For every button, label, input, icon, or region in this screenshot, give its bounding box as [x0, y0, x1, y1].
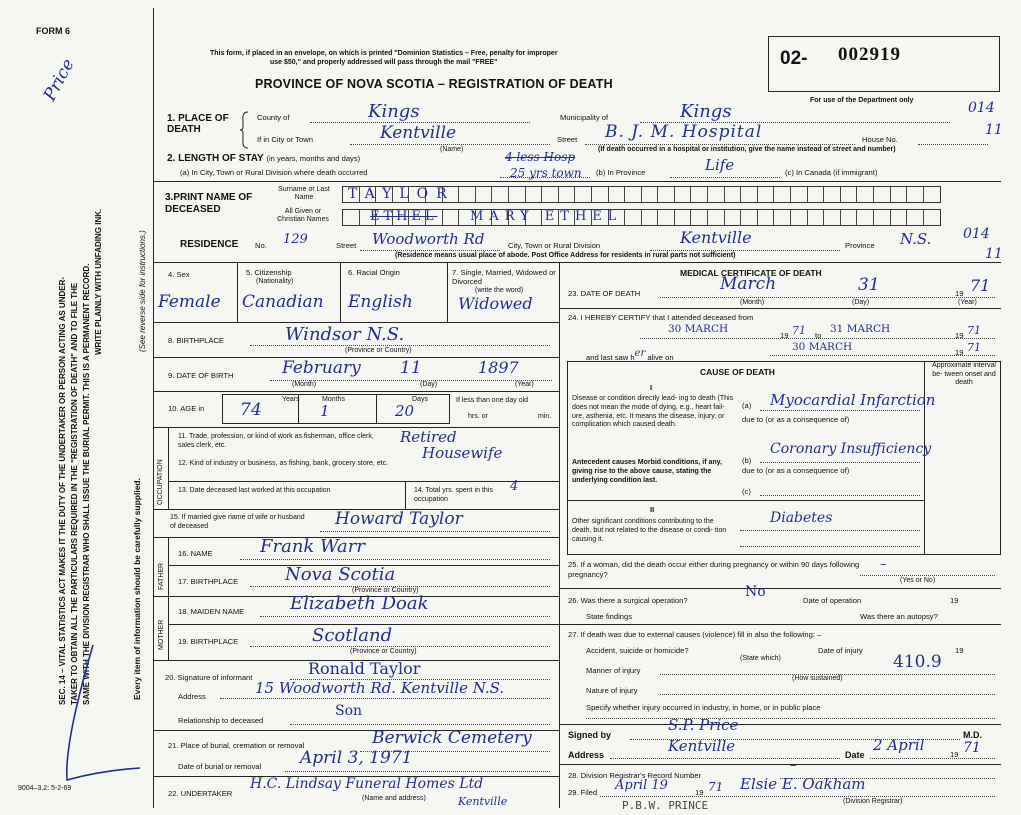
part-two-label: II — [650, 505, 655, 514]
street-label: Street — [557, 135, 578, 144]
date-injury-year: 19 — [955, 646, 964, 655]
birthplace-hint: (Province or Country) — [345, 347, 412, 354]
cause-c-label: (c) — [742, 487, 751, 496]
spouse-value: Howard Taylor — [335, 509, 463, 529]
alive-year-prefix: 19 — [955, 348, 964, 357]
alive-year: 71 — [967, 341, 981, 354]
q17-label: 17. BIRTHPLACE — [178, 577, 239, 586]
county-value: Kings — [368, 101, 420, 122]
given-label: All Given or Christian Names — [277, 208, 329, 223]
q19-label: 19. BIRTHPLACE — [178, 637, 239, 646]
age-days-label: Days — [412, 396, 428, 403]
age-days: 20 — [395, 402, 415, 420]
md-label: M.D. — [963, 730, 982, 740]
form-code: 9004–3.2: 5-2-69 — [18, 785, 72, 792]
registrar-signature: Elsie E. Oakham — [740, 775, 866, 793]
city-value: Kentville — [380, 123, 457, 143]
surgery-value: No — [745, 584, 766, 600]
q24-label: 24. I HEREBY CERTIFY that I attended deceased from — [568, 313, 754, 322]
q18-label: 18. MAIDEN NAME — [178, 607, 245, 616]
cause-b-value: Coronary Insufficiency — [770, 441, 932, 457]
date-of-operation-label: Date of operation — [803, 596, 862, 605]
filed-year-prefix: 19 — [695, 788, 704, 797]
length-of-stay: 2. LENGTH OF STAY (in years, months and days) — [167, 153, 361, 164]
cause-a-label: (a) — [742, 401, 752, 410]
racial-value: English — [348, 292, 413, 312]
residence-label: RESIDENCE — [180, 239, 239, 250]
house-value: 11 — [985, 122, 1003, 138]
surname-value: TAYLOR — [348, 186, 455, 202]
cause-title: CAUSE OF DEATH — [700, 367, 775, 377]
notice-line1: This form, if placed in an envelope, on which is printed "Dominion Statistics – Free, penalty for improper — [210, 50, 558, 57]
q20-label: 20. Signature of informant — [165, 673, 253, 682]
q11-label: 11. Trade, profession, or kind of work as fisherman, office clerk, sales clerk, etc. — [178, 433, 374, 449]
residence-city-label: City, Town or Rural Division — [508, 241, 601, 250]
q29-label: 29. Filed — [568, 788, 598, 797]
death-year-prefix: 19 — [955, 289, 964, 298]
mother-birthplace: Scotland — [312, 625, 393, 646]
q26-label: 26. Was there a surgical operation? — [568, 596, 688, 605]
municipality-value: Kings — [680, 101, 732, 122]
signed-year-prefix: 19 — [950, 750, 959, 759]
father-name: Frank Warr — [260, 536, 365, 557]
to-date: 31 MARCH — [830, 323, 891, 335]
q28-label: 28. Division Registrar's Record Number — [568, 771, 702, 780]
autopsy-label: Was there an autopsy? — [860, 612, 938, 621]
q25-label: 25. If a woman, did the death occur either during pregnancy or within 90 days following pregnancy? — [568, 560, 860, 579]
dob-month-hint: (Month) — [292, 381, 317, 388]
burial-place: Berwick Cemetery — [372, 728, 532, 748]
due-to-a: due to (or as a consequence of) — [742, 415, 850, 424]
form-title: PROVINCE OF NOVA SCOTIA – REGISTRATION OF DEATH — [255, 77, 613, 91]
state-which: (State which) — [740, 655, 781, 662]
from-year-prefix: 19 — [780, 331, 789, 340]
q22-label: 22. UNDERTAKER — [168, 789, 233, 798]
q14-label: 14. Total yrs. spent in this occupation — [414, 487, 493, 503]
hospital-note: (If death occurred in a hospital or institution, give the name instead of street and number) — [598, 146, 896, 153]
alive-date: 30 MARCH — [792, 341, 853, 353]
municipality-label: Municipality of — [560, 113, 609, 122]
manner-label: Manner of injury — [586, 666, 641, 675]
city-label: If in City or Town — [257, 135, 313, 144]
residence-city: Kentville — [680, 228, 752, 247]
q23-label: 23. DATE OF DEATH — [568, 289, 641, 298]
birthplace-value: Windsor N.S. — [285, 324, 405, 345]
dob-month: February — [282, 358, 361, 378]
age-years-label: Years — [282, 396, 300, 403]
signer-address-label: Address — [568, 750, 605, 760]
citizenship-hint: (Nationality) — [256, 278, 294, 285]
margin-scrawl: Price — [40, 55, 79, 105]
signed-label: Signed by — [568, 730, 612, 740]
q21-label: 21. Place of burial, cremation or removal — [168, 741, 305, 750]
side-every: Every item of information should be carefully supplied. — [132, 478, 142, 700]
relationship-label: Relationship to deceased — [178, 716, 264, 725]
accident-label: Accident, suicide or homicide? — [586, 646, 689, 655]
informant-relationship: Son — [335, 703, 363, 719]
death-day: 31 — [858, 275, 880, 295]
mother-birth-hint: (Province or Country) — [350, 648, 417, 655]
dob-year: 1897 — [478, 358, 519, 377]
registration-number: 002919 — [838, 44, 901, 65]
stay-b-value: Life — [705, 156, 735, 174]
residence-no: 129 — [283, 232, 308, 247]
death-year: 71 — [970, 276, 991, 295]
q14-value: 4 — [510, 479, 519, 494]
signed-value: S.P. Price — [668, 716, 739, 734]
death-month: March — [720, 274, 777, 294]
min-label: min. — [538, 413, 552, 420]
signed-date: 2 April — [873, 736, 925, 754]
father-side-label: FATHER — [158, 562, 165, 590]
margin-mark — [55, 640, 145, 790]
burial-date-label: Date of burial or removal — [178, 762, 262, 771]
residence-no-label: No. — [255, 241, 267, 250]
specify-label: Specify whether injury occurred in industry, in home, or in public place — [586, 703, 821, 712]
manner-code: 410.9 — [893, 652, 942, 672]
occupation-side-label: OCCUPATION — [157, 459, 164, 505]
dob-day-hint: (Day) — [420, 381, 438, 388]
filed-value: April 19 — [615, 778, 668, 793]
county-label: County of — [257, 113, 290, 122]
from-date: 30 MARCH — [668, 323, 729, 335]
q11-value-a: Retired — [400, 428, 457, 446]
less-day-label: If less than one day old — [456, 397, 528, 404]
surname-label: Surname or Last Name — [278, 186, 330, 201]
informant-address: 15 Woodworth Rd. Kentville N.S. — [255, 679, 505, 697]
q16-label: 16. NAME — [178, 549, 213, 558]
yes-no-hint: (Yes or No) — [900, 577, 936, 584]
undertaker-hint: (Name and address) — [362, 795, 426, 802]
side-taker: TAKER TO OBTAIN ALL THE PARTICULARS REQUIRED IN THE "REGISTRATION OF DEATH" AND TO FILE THE — [70, 282, 79, 705]
number-prefix: 02- — [780, 48, 808, 69]
part-one-label: I — [650, 383, 653, 392]
antecedent-text: Antecedent causes Morbid conditions, if any, giving rise to the above cause, stating the underlying condition last. — [572, 459, 723, 484]
interval-label: Approximate interval be- tween onset and death — [932, 362, 996, 386]
age-months-label: Months — [322, 396, 345, 403]
stay-b-label: (b) In Province — [596, 168, 646, 177]
street-value: B. J. M. Hospital — [605, 122, 763, 142]
date-injury-label: Date of injury — [818, 646, 863, 655]
q12-label: 12. Kind of industry or business, as fishing, bank, grocery store, etc. — [178, 460, 389, 467]
signer-address: Kentville — [668, 737, 736, 755]
q25-dash: – — [880, 557, 887, 572]
sex-value: Female — [158, 292, 221, 312]
stay-a-value: 25 yrs town — [510, 166, 582, 180]
father-birthplace: Nova Scotia — [285, 564, 396, 585]
q27-label: 27. If death was due to external causes (violence) fill in also the following: – — [568, 630, 822, 639]
informant-name: Ronald Taylor — [308, 659, 421, 678]
informant-address-label: Address — [178, 692, 206, 701]
residence-code2: 11 — [985, 246, 1003, 262]
city-name-hint: (Name) — [440, 146, 464, 153]
stay-c-label: (c) In Canada (if immigrant) — [785, 168, 878, 177]
other-value: Diabetes — [770, 510, 833, 526]
registrar-hint: (Division Registrar) — [843, 798, 903, 805]
residence-street-label: Street — [336, 241, 357, 250]
q11-value-b: Housewife — [422, 444, 503, 462]
undertaker-town: Kentville — [458, 795, 508, 808]
brace-icon — [240, 110, 250, 150]
residence-province-label: Province — [845, 241, 875, 250]
date-op-year: 19 — [950, 596, 959, 605]
age-years: 74 — [240, 400, 262, 420]
residence-province: N.S. — [900, 230, 932, 248]
side-write: WRITE PLAINLY WITH UNFADING INK. — [94, 208, 103, 355]
mother-side-label: MOTHER — [158, 619, 165, 650]
citizenship-value: Canadian — [242, 292, 324, 312]
nature-label: Nature of injury — [586, 686, 638, 695]
residence-street: Woodworth Rd — [372, 230, 485, 248]
hrs-label: hrs. or — [468, 413, 488, 420]
form-label: FORM 6 — [36, 26, 71, 36]
last-saw: and last saw her alive on — [586, 348, 674, 362]
to-year: 71 — [967, 324, 981, 337]
signed-date-label: Date — [845, 750, 865, 760]
q15-label: 15. If married give name of wife or husband of deceased — [170, 514, 305, 530]
age-label: 10. AGE in — [168, 404, 205, 413]
side-same: SAME WITH THE DIVISION REGISTRAR WHO SHALL ISSUE THE BURIAL PERMIT. THIS IS A PERMANENT RECORD. — [82, 263, 91, 705]
age-months: 1 — [320, 402, 330, 420]
dob-label: 9. DATE OF BIRTH — [168, 371, 234, 380]
state-findings: State findings — [586, 612, 633, 621]
q28-dash: – — [790, 758, 797, 773]
disease-text: Disease or condition directly lead- ing to death (This does not mean the mode of dying, e.g., heart fail- ure, asthenia, etc. It means the disease, injury, or complication which caused death. — [572, 395, 734, 429]
medical-title: MEDICAL CERTIFICATE OF DEATH — [680, 268, 822, 278]
print-name-label: 3.PRINT NAME OF DECEASED — [165, 192, 253, 215]
cause-b-label: (b) — [742, 456, 752, 465]
dob-year-hint: (Year) — [515, 381, 534, 388]
marital-label: 7. Single, Married, Widowed or Divorced — [452, 268, 556, 286]
filed-year: 71 — [708, 780, 724, 794]
side-note-instructions: (See reverse side for instructions.) — [138, 230, 147, 352]
residence-note: (Residence means usual place of abode. Post Office Address for residents in rural parts not sufficient) — [395, 252, 736, 259]
stay-a-label: (a) In City, Town or Rural Division where death occurred — [180, 168, 368, 177]
other-text: Other significant conditions contributing to the death, but not related to the disease or condi- tion causing it. — [572, 518, 727, 543]
death-day-hint: (Day) — [852, 299, 870, 306]
marital-hint: (write the word) — [475, 287, 524, 294]
cause-a-value: Myocardial Infarction — [770, 391, 936, 409]
marital-value: Widowed — [458, 294, 533, 313]
sex-label: 4. Sex — [168, 270, 190, 279]
burial-date: April 3, 1971 — [300, 748, 413, 768]
due-to-b: due to (or as a consequence of) — [742, 466, 850, 475]
registrar-stamp: P.B.W. PRINCE — [622, 799, 709, 812]
house-label: House No. — [862, 135, 898, 144]
from-year: 71 — [792, 324, 806, 337]
to-year-prefix: 19 — [955, 331, 964, 340]
given-value: MARY ETHEL — [470, 209, 623, 224]
q13-label: 13. Date deceased last worked at this occupation — [178, 487, 331, 494]
place-of-death-label: 1. PLACE OF DEATH — [167, 113, 229, 135]
father-birth-hint: (Province or Country) — [352, 587, 419, 594]
how-hint: (How sustained) — [792, 675, 843, 682]
death-month-hint: (Month) — [740, 299, 765, 306]
given-struck: ETHEL — [370, 209, 438, 224]
signed-year: 71 — [963, 740, 981, 756]
mother-maiden-name: Elizabeth Doak — [290, 593, 429, 614]
dept-use-label: For use of the Department only — [810, 97, 914, 104]
dept-code: 014 — [968, 100, 995, 116]
notice-line2: use $50," and properly addressed will pass through the mail "FREE" — [270, 59, 498, 66]
birthplace-label: 8. BIRTHPLACE — [168, 336, 224, 345]
citizenship-label: 5. Citizenship — [246, 268, 292, 277]
to-label: to — [815, 331, 822, 340]
undertaker-value: H.C. Lindsay Funeral Homes Ltd — [250, 776, 484, 792]
stay-a-struck: 4 less Hosp — [505, 150, 576, 164]
racial-label: 6. Racial Origin — [348, 268, 400, 277]
residence-code: 014 — [963, 226, 990, 242]
death-year-hint: (Year) — [958, 299, 977, 306]
dob-day: 11 — [400, 358, 422, 378]
side-sec14: SEC. 14 – VITAL STATISTICS ACT MAKES IT THE DUTY OF THE UNDERTAKER OR PERSON ACTING AS UNDER- — [58, 276, 67, 705]
